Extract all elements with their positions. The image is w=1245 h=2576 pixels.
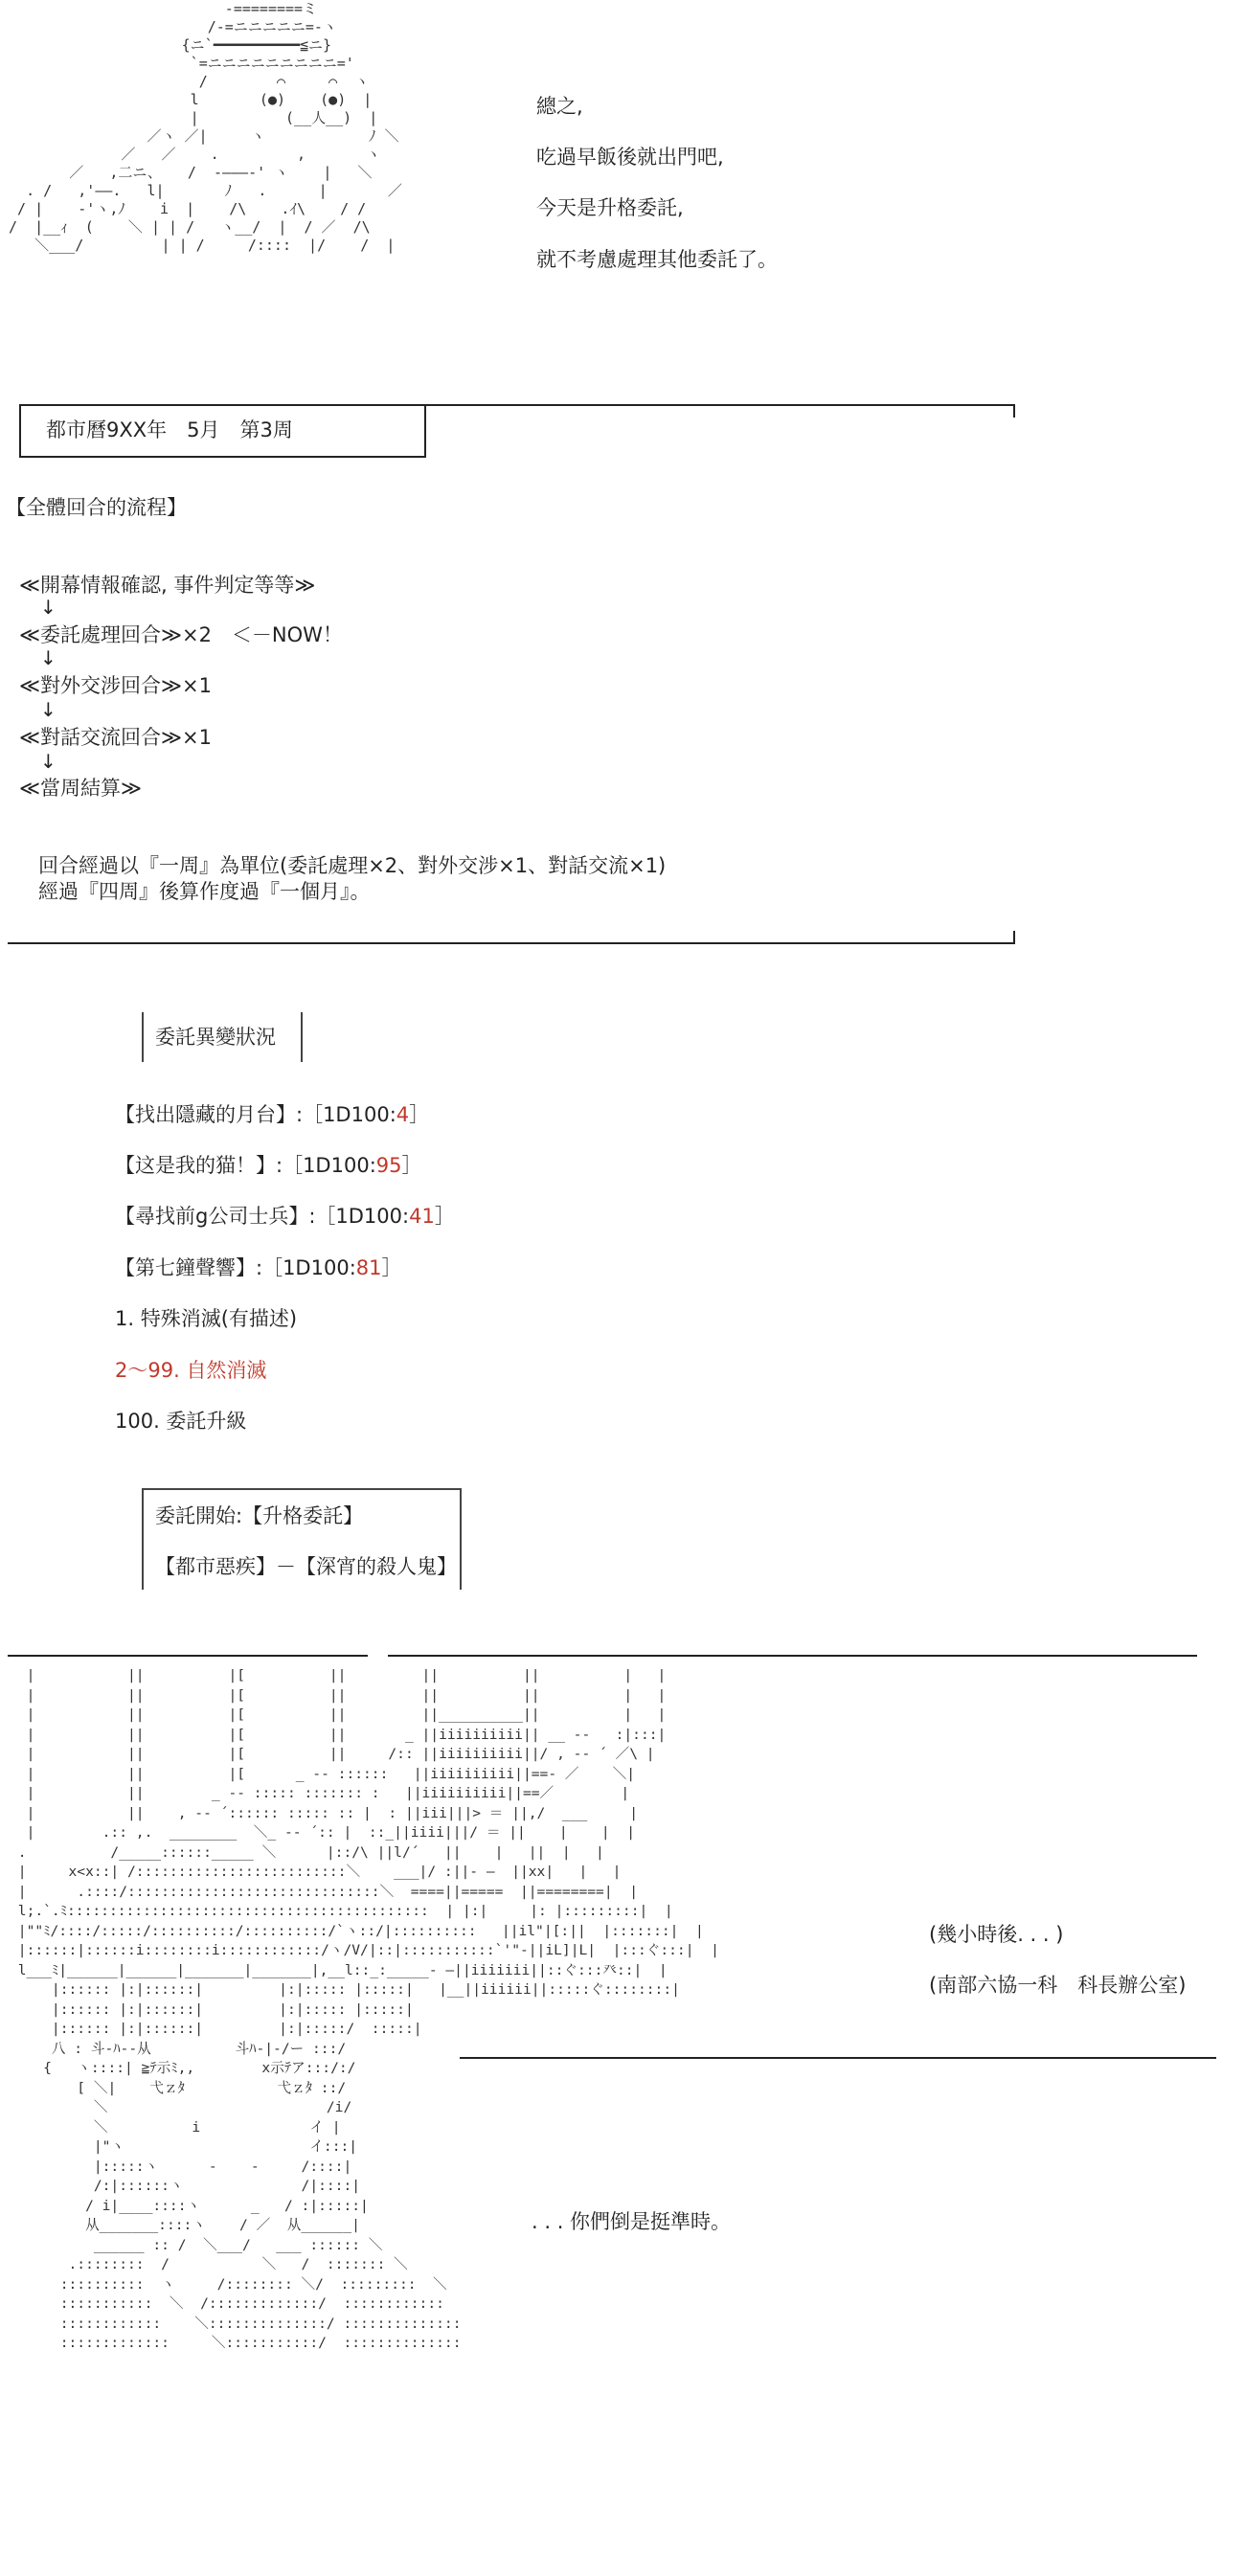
calendar-label: 都市曆9XX年 5月 第3周 — [46, 418, 293, 441]
panel-top-right-tick — [1013, 404, 1015, 418]
change-item-1-roll: 4 — [396, 1103, 410, 1126]
flow-step-2: ≪委託處理回合≫×2 ＜－NOW！ — [19, 623, 343, 646]
change-item-1-close: ］ — [409, 1103, 430, 1126]
rule-special: 1. 特殊消滅(有描述) — [115, 1307, 298, 1330]
rule-upgrade: 100. 委託升級 — [115, 1410, 247, 1433]
scene-time: (幾小時後. . . ) — [929, 1923, 1064, 1946]
flow-arrow-1: ↓ — [40, 596, 57, 619]
change-item-2-label: 【这是我的猫！】:［1D100: — [115, 1154, 376, 1177]
change-item-1-label: 【找出隱藏的月台】:［1D100: — [115, 1103, 396, 1126]
flow-step-1: ≪開幕情報確認, 事件判定等等≫ — [19, 574, 316, 597]
scene-dialogue: . . . 你們倒是挺準時。 — [532, 2210, 732, 2233]
ascii-art-character-hat: -========ミ /-=ニニニニニ=-ヽ {ニ`━━━━━━━━━━≦ニ} `=ニニニニニニニニニ=' / ⌒ ⌒ ヽ l (●) (●) | | (__人__) | ／ヽ ／| ヽ ﾉ ＼ ／ ／ . , ヽ ／ ,二ニ、 / ‐―――‐' ヽ | ＼ . / ,'――. l| ﾉ . | ／ / | -'ヽ,ﾉ i | /\ .ｲ\ / / / |__ｨ ( ＼ | | / ヽ__/ | / ／ /\ ＼___/ | | / /:::: |/ / | — [9, 0, 402, 254]
change-item-4-roll: 81 — [355, 1256, 382, 1279]
scene-place: (南部六協一科 科長辦公室) — [929, 1974, 1187, 1997]
change-item-3-close: ］ — [434, 1205, 455, 1228]
flow-step-4: ≪對話交流回合≫×1 — [19, 726, 212, 749]
ascii-art-office-scene: | || |[ || || || | | | || |[ || || || | | | || |[ || ||__________|| | | | || |[ || _ ||iiiiiiiiii|| __ -- :|:::| | || |[ || /:: ||iiiiiiiiii||/ , -‐ ´ ／\ | | || |[ _ -‐ :::::: ||iiiiiiiiii||==- ／ ＼| | || _ -‐ ::::: ::::::: : ||iiiiiiiiii||==／ | | || , -‐ ´:::::: ::::: :: | : ||iii|||> ＝ ||,/ ___ | | .:: ,. ________ ＼_ -‐ ´:: | ::_||iiii|||/ ＝ || | | | . /_____::::::_____ ＼ |::/\ ||l/´ || | || | | | x<x::| /:::::::::::::::::::::::::＼ ___|/ :||‐ ― ||xx| | | | .::::/::::::::::::::::::::::::::::::＼ ====||===== ||========| | l;.`.ﾐ::::::::::::::::::::::::::::::::::::::::::: | |:| |: |:::::::::| | |""ﾐ/::::/:::::/::::::::::/::::::::::/`ヽ::/|:::::::::: ||il"|[:|| |:::::::| | |::::::|::::::i::::::::i::::::::::::/ヽ/V/|::|:::::::::::`'"-||iL]|L| |:::ぐ:::| | l___ﾐ|______|______|_______|_______|,__l::_:_____‐ ―||iiiiiii||::ぐ:::癶::| | |:::::: |:|::::::| |:|::::: |:::::| |__||iiiiii||:::::ぐ::::::::| |:::::: |:|::::::| |:|::::: |:::::| |:::::: |:|::::::| |:|:::::/ :::::| 八 : 斗-ﾊ--从 斗ﾊ-|-/ー :::/ { ヽ::::| ≧ﾃ示ﾐ,, x示ﾃア:::/:/ [ ＼| 弋ｚﾀ 弋ｚﾀ ::/ ＼ /i/ ＼ i イ | |"ヽ イ:::| |:::::ヽ - - /::::| /:|::::::ヽ /|::::| / i|____::::ヽ _ / :|:::::| 从_______::::ヽ / ／ 从______| ______ :: / ＼___/ ___ :::::: ＼ .:::::::: / ＼ / ::::::: ＼ :::::::::: ヽ /:::::::: ＼/ ::::::::: ＼ ::::::::::: ＼ /:::::::::::::/ :::::::::::: :::::::::::: ＼::::::::::::::/ :::::::::::::: ::::::::::::: ＼:::::::::::/ :::::::::::::: — [17, 1667, 719, 2351]
changes-title: 委託異變狀況 — [155, 1026, 276, 1049]
change-item-2-close: ］ — [401, 1154, 422, 1177]
change-item-3-label: 【尋找前g公司士兵】:［1D100: — [115, 1205, 410, 1228]
commission-line-1: 委託開始:【升格委託】 — [155, 1504, 364, 1527]
panel-top-border — [19, 404, 1015, 406]
intro-line-3: 今天是升格委託, — [536, 196, 684, 219]
flow-note-line-1: 回合經過以『一周』為單位(委託處理×2、對外交涉×1、對話交流×1) — [38, 854, 667, 877]
scene-mid-divider — [460, 2057, 1216, 2059]
change-item-1 — [115, 1102, 429, 1127]
flow-arrow-2: ↓ — [40, 646, 57, 669]
change-item-4 — [115, 1255, 402, 1280]
intro-line-1: 總之, — [536, 95, 583, 118]
flow-step-5: ≪當周結算≫ — [19, 777, 142, 800]
panel-bottom-right-tick — [1013, 931, 1015, 944]
change-item-2 — [115, 1153, 422, 1178]
calendar-right-tick — [424, 404, 426, 458]
intro-line-2: 吃過早飯後就出門吧, — [536, 146, 724, 169]
change-item-3-roll: 41 — [409, 1205, 435, 1228]
change-item-2-roll: 95 — [375, 1154, 402, 1177]
flow-note-line-2: 經過『四周』後算作度過『一個月』。 — [38, 880, 371, 903]
flow-step-3: ≪對外交涉回合≫×1 — [19, 674, 212, 697]
calendar-underline — [19, 456, 426, 458]
flow-arrow-3: ↓ — [40, 698, 57, 721]
change-item-4-label: 【第七鐘聲響】:［1D100: — [115, 1256, 356, 1279]
scene-divider-right — [388, 1655, 1197, 1657]
rule-natural: 2～99. 自然消滅 — [115, 1359, 267, 1382]
intro-line-4: 就不考慮處理其他委託了。 — [536, 248, 778, 271]
change-item-3 — [115, 1204, 455, 1229]
commission-line-2: 【都市惡疾】－【深宵的殺人鬼】 — [155, 1555, 457, 1578]
panel-left-tick — [19, 404, 21, 458]
flow-arrow-4: ↓ — [40, 750, 57, 773]
change-item-4-close: ］ — [381, 1256, 402, 1279]
scene-divider-left — [8, 1655, 368, 1657]
panel-bottom-border — [8, 942, 1015, 944]
flow-heading: 【全體回合的流程】 — [6, 496, 187, 519]
